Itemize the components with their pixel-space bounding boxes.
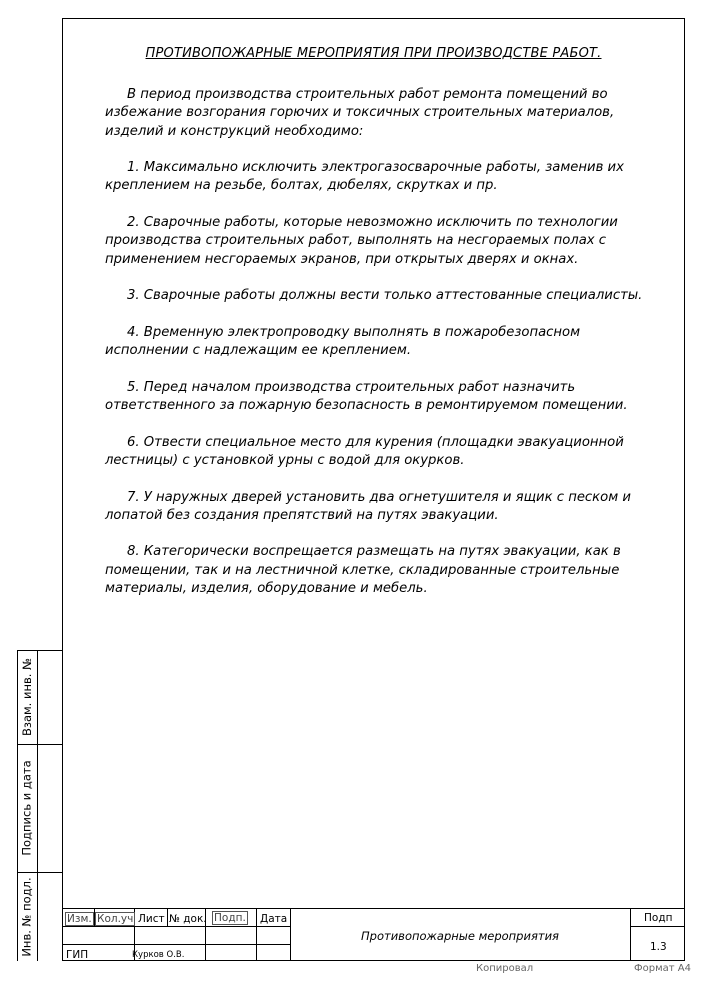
sheet-number: 1.3 — [650, 941, 667, 953]
paragraph-item-5: 5. Перед началом производства строительных работ назначить ответственного за пожарную безопасность в ремонтируемом помещении. — [105, 379, 628, 414]
paragraph-item-1: 1. Максимально исключить электрогазосварочные работы, заменив их креплением на резьбе, болтах, дюбелях, скрутках и пр. — [105, 160, 624, 194]
title-block-line — [256, 908, 257, 961]
paragraph-item-8: 8. Категорически воспрещается размещать на путях эвакуации, как в помещении, так и на лестничной клетке, складированные строительные материалы, изделия, оборудование и мебель. — [105, 544, 621, 597]
document-name: Противопожарные мероприятия — [361, 929, 559, 943]
person-name: Курков О.В. — [132, 950, 185, 960]
title-block-line — [167, 908, 168, 926]
format-label: Формат А4 — [634, 963, 691, 974]
paragraph-intro: В период производства строительных работ ремонта помещений во избежание возгорания горючих и токсичных строительных материалов, изделий и конструкций необходимо: — [105, 87, 615, 139]
side-stamp-divider — [37, 650, 38, 961]
sheet-header-label: Подп — [644, 912, 673, 924]
title-block-line — [630, 926, 685, 927]
podpis-data-cell — [17, 744, 37, 872]
document-body — [105, 86, 645, 617]
title-block — [62, 908, 685, 961]
paragraph-item-6: 6. Отвести специальное место для курения (площадки эвакуационной лестницы) с установкой урны с водой для окурков. — [105, 434, 624, 468]
data-label: Дата — [260, 913, 288, 925]
izm-label: Изм. — [67, 913, 92, 925]
title-block-line — [630, 908, 631, 961]
role-gip: ГИП — [66, 949, 89, 961]
title-block-line — [62, 908, 685, 909]
vzam-inv-cell — [17, 650, 37, 744]
paragraph-item-4: 4. Временную электропроводку выполнять в пожаробезопасном исполнении с надлежащим ее креплением. — [105, 324, 581, 359]
copied-label: Копировал — [476, 963, 534, 974]
document-title — [62, 46, 685, 61]
paragraph-item-3: 3. Сварочные работы должны вести только аттестованные специалисты. — [127, 288, 643, 304]
vzam-inv-label: Взам. инв. № — [20, 657, 34, 737]
side-stamp — [17, 650, 62, 961]
document-title-text: ПРОТИВОПОЖАРНЫЕ МЕРОПРИЯТИЯ ПРИ ПРОИЗВОДСТВЕ РАБОТ. — [145, 46, 602, 61]
inv-podl-cell — [17, 872, 37, 961]
paragraph-item-2: 2. Сварочные работы, которые невозможно исключить по технологии производства строительных работ, выполнять на несгораемых полах с применением несгораемых экранов, при открытых дверях и окнах. — [105, 215, 618, 267]
kol-uch-label: Кол.уч — [97, 913, 134, 925]
paragraph-item-7: 7. У наружных дверей установить два огнетушителя и ящик с песком и лопатой без создания препятствий на путях эвакуации. — [105, 489, 631, 523]
podpis-data-label: Подпись и дата — [20, 760, 35, 856]
n-dok-label: № док. — [169, 913, 207, 925]
list-label: Лист — [138, 913, 165, 925]
inv-podl-label: Инв. № подл. — [20, 876, 34, 957]
podp-label: Подп. — [214, 912, 246, 924]
